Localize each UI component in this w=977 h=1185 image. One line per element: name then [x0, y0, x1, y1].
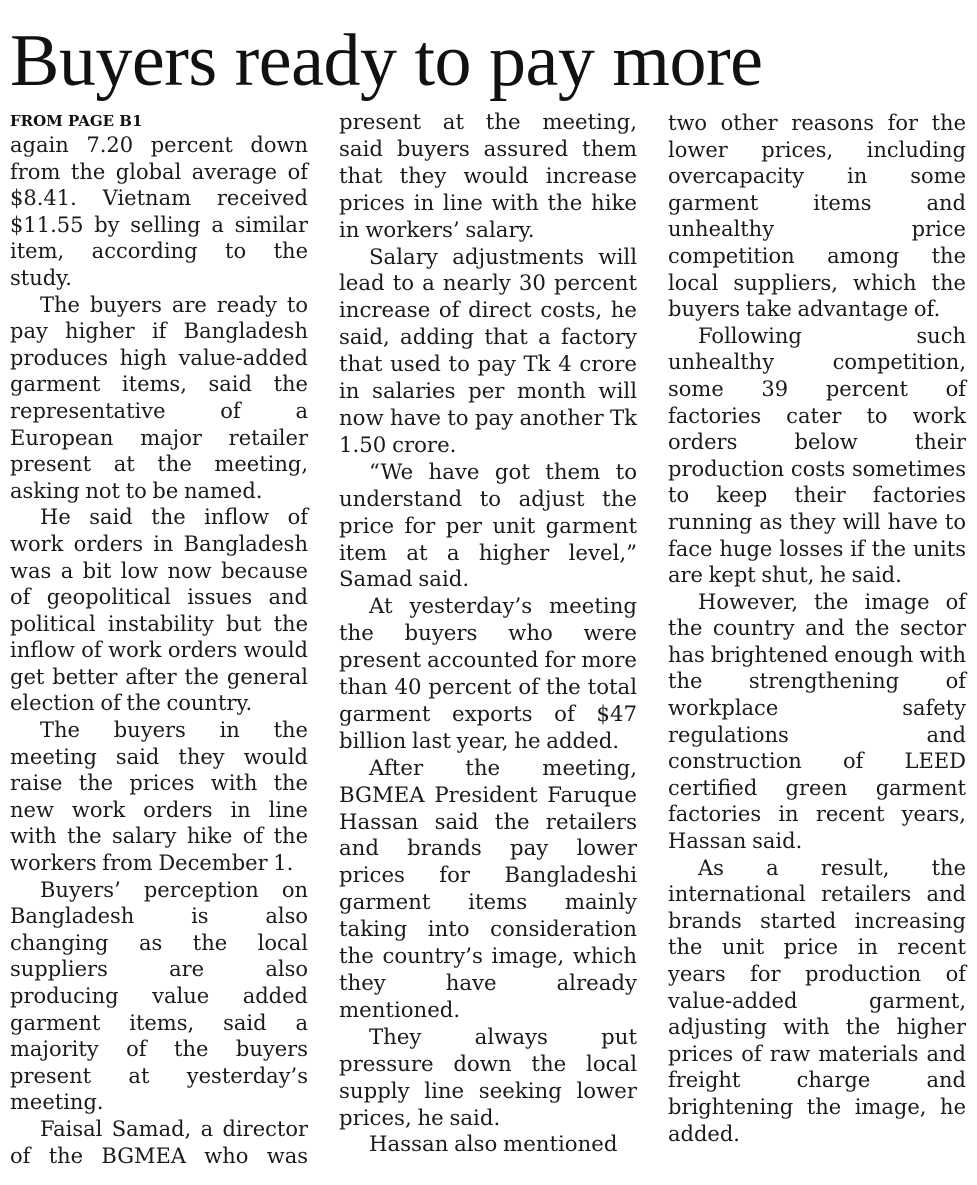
- paragraph: Following such unhealthy competition, some 39 percent of factories cater to work orders below their production costs sometimes to keep their factories running as they will have to face huge losses if the units are kept shut, he said.: [668, 323, 966, 588]
- paragraph: The buyers are ready to pay higher if Bangladesh produces high value-added garment items, said the representative of a European major retailer present at the meeting, asking not to be named.: [10, 292, 308, 503]
- paragraph: Hassan also mentioned: [369, 1132, 618, 1158]
- paragraph: Buyers’ perception on Bangladesh is also changing as the local suppliers are also producing value added garment items, said a majority of the buyers present at yesterday’s meeting.: [10, 877, 308, 1115]
- paragraph: Salary adjustments will lead to a nearly 30 percent increase of direct costs, he said, adding that a factory that used to pay Tk 4 crore in salaries per month will now have to pay another Tk 1.50 crore.: [339, 244, 637, 458]
- paragraph: The buyers in the meeting said they would raise the prices with the new work orders in line with the salary hike of the workers from December 1.: [10, 718, 308, 876]
- paragraph: Faisal Samad, a director of the BGMEA who was: [10, 1116, 308, 1168]
- paragraph: “We have got them to understand to adjust the price for per unit garment item at a higher level,” Samad said.: [339, 459, 637, 593]
- headline: Buyers ready to pay more: [10, 20, 763, 102]
- paragraph: After the meeting, BGMEA President Faruque Hassan said the retailers and brands pay lower prices for Bangladeshi garment items mainly taking into consideration the country’s image, which they have already mentioned.: [339, 755, 637, 1023]
- paragraph: present at the meeting, said buyers assured them that they would increase prices in line with the hike in workers’ salary.: [339, 110, 637, 243]
- paragraph: They always put pressure down the local supply line seeking lower prices, he said.: [339, 1024, 637, 1131]
- paragraph: again 7.20 percent down from the global average of $8.41. Vietnam received $11.55 by selling a similar item, according to the study.: [10, 133, 308, 290]
- article-column-1: [10, 110, 308, 1169]
- paragraph: two other reasons for the lower prices, including overcapacity in some garment items and unhealthy price competition among the local suppliers, which the buyers take advantage of.: [668, 111, 966, 322]
- article-column-2: [339, 110, 637, 1159]
- paragraph: At yesterday’s meeting the buyers who were present accounted for more than 40 percent of the total garment exports of $47 billion last year, he added.: [339, 594, 637, 754]
- paragraph: As a result, the international retailers and brands started increasing the unit price in recent years for production of value-added garment, adjusting with the higher prices of raw materials and freight charge and brightening the image, he added.: [668, 855, 966, 1146]
- article-column-3: [668, 110, 966, 1147]
- paragraph: He said the inflow of work orders in Bangladesh was a bit low now because of geopolitical issues and political instability but the inflow of work orders would get better after the general election of the country.: [10, 505, 308, 716]
- continuation-kicker: FROM PAGE B1: [10, 112, 143, 130]
- paragraph: However, the image of the country and the sector has brightened enough with the strengthening of workplace safety regulations and construction of LEED certified green garment factories in recent years, Hassan said.: [668, 589, 966, 854]
